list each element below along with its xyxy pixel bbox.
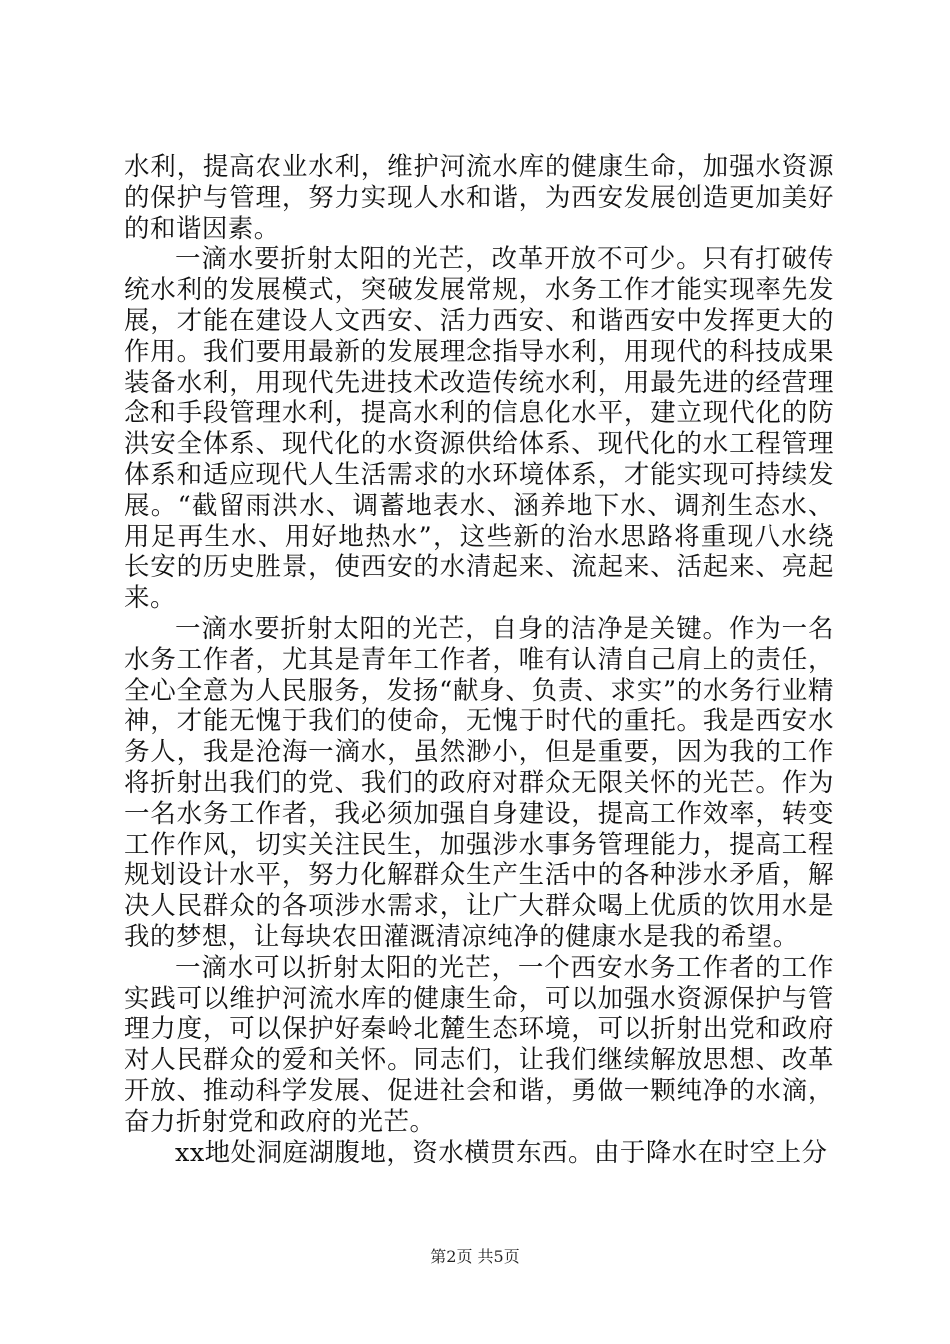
paragraph-3: 一滴水要折射太阳的光芒，自身的洁净是关键。作为一名水务工作者，尤其是青年工作者，唯有认清自己肩上的责任，全心全意为人民服务，发扬“献身、负责、求实”的水务行业精神，才能无愧于我们的使命，无愧于时代的重托。我是西安水务人，我是沧海一滴水，虽然渺小，但是重要，因为我的工作将折射出我们的党、我们的政府对群众无限关怀的光芒。作为一名水务工作者，我必须加强自身建设，提高工作效率，转变工作作风，切实关注民生，加强涉水事务管理能力，提高工程规划设计水平，努力化解群众生产生活中的各种涉水矛盾，解决人民群众的各项涉水需求，让广大群众喝上优质的饮用水是我的梦想，让每块农田灌溉清凉纯净的健康水是我的希望。 bbox=[124, 613, 834, 952]
page-number-footer: 第2页 共5页 bbox=[430, 1247, 520, 1266]
paragraph-1: 水利，提高农业水利，维护河流水库的健康生命，加强水资源的保护与管理，努力实现人水和谐，为西安发展创造更加美好的和谐因素。 bbox=[124, 152, 834, 244]
paragraph-5: xx地处洞庭湖腹地，资水横贯东西。由于降水在时空上分 bbox=[175, 1137, 828, 1168]
paragraph-2: 一滴水要折射太阳的光芒，改革开放不可少。只有打破传统水利的发展模式，突破发展常规，水务工作才能实现率先发展，才能在建设人文西安、活力西安、和谐西安中发挥更大的作用。我们要用最新的发展理念指导水利，用现代的科技成果装备水利，用现代先进技术改造传统水利，用最先进的经营理念和手段管理水利，提高水利的信息化水平，建立现代化的防洪安全体系、现代化的水资源供给体系、现代化的水工程管理体系和适应现代人生活需求的水环境体系，才能实现可持续发展。“截留雨洪水、调蓄地表水、涵养地下水、调剂生态水、用足再生水、用好地热水”，这些新的治水思路将重现八水绕长安的历史胜景，使西安的水清起来、流起来、活起来、亮起来。 bbox=[124, 244, 834, 614]
paragraph-4: 一滴水可以折射太阳的光芒，一个西安水务工作者的工作实践可以维护河流水库的健康生命，可以加强水资源保护与管理力度，可以保护好秦岭北麓生态环境，可以折射出党和政府对人民群众的爱和关怀。同志们，让我们继续解放思想、改革开放、推动科学发展、促进社会和谐，勇做一颗纯净的水滴，奋力折射党和政府的光芒。 bbox=[124, 952, 834, 1137]
document-body bbox=[124, 152, 834, 1168]
